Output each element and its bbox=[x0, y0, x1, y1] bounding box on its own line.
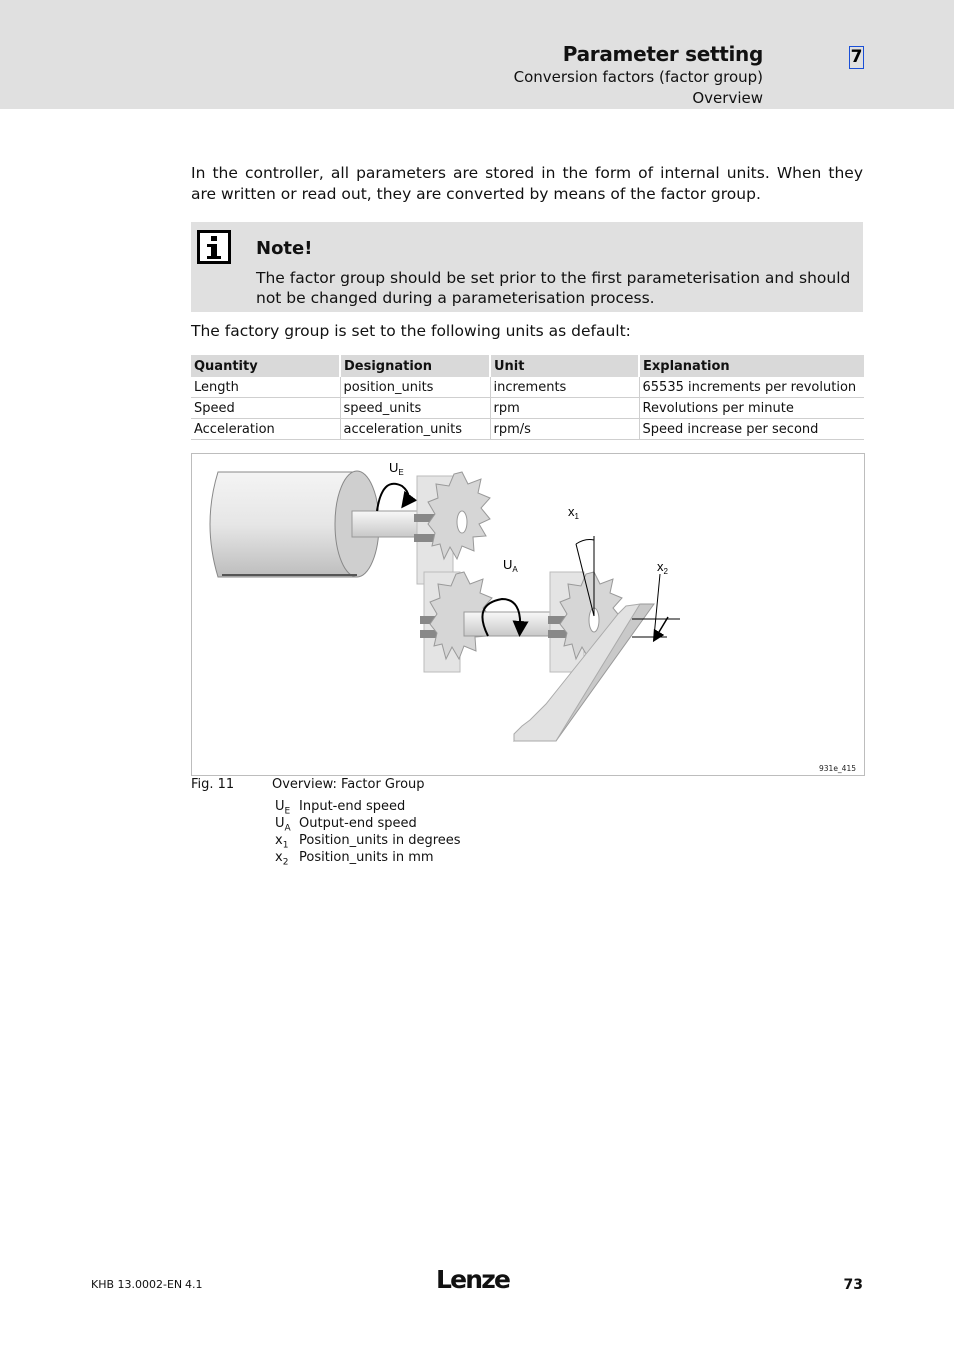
x1-label: $x_1$ bbox=[568, 504, 579, 521]
column-header: Explanation bbox=[639, 355, 864, 377]
figure-caption: Overview: Factor Group bbox=[272, 777, 425, 792]
table-cell: position_units bbox=[340, 377, 490, 398]
document-id: KHB 13.0002-EN bbox=[91, 1278, 183, 1291]
column-header: Designation bbox=[340, 355, 490, 377]
legend-description: Position_units in mm bbox=[299, 850, 434, 865]
table-cell: Speed bbox=[191, 398, 340, 419]
column-header: Unit bbox=[490, 355, 639, 377]
ue-label: $U_E$ bbox=[389, 460, 404, 477]
input-rotation-arrow bbox=[377, 484, 408, 511]
table-row bbox=[191, 398, 864, 419]
subsection-subtitle: Overview bbox=[692, 89, 763, 107]
page-title: Parameter setting bbox=[562, 42, 763, 66]
table-row bbox=[191, 377, 864, 398]
chapter-badge[interactable]: 7 bbox=[850, 47, 863, 67]
units-table bbox=[191, 355, 864, 440]
table-lead-text: The factory group is set to the following units as default: bbox=[191, 322, 631, 340]
table-cell: increments bbox=[490, 377, 639, 398]
legend-symbol: $U_A$ bbox=[275, 816, 291, 834]
figure-number: Fig. 11 bbox=[191, 777, 235, 792]
page-number: 73 bbox=[843, 1277, 863, 1293]
legend-symbol: $x_1$ bbox=[275, 833, 289, 851]
legend-symbol: $x_2$ bbox=[275, 850, 289, 868]
lenze-logo: Lenze bbox=[436, 1265, 510, 1294]
input-gear bbox=[414, 472, 490, 584]
info-icon bbox=[197, 230, 231, 264]
legend-description: Input-end speed bbox=[299, 799, 406, 814]
table-cell: Length bbox=[191, 377, 340, 398]
table-cell: rpm/s bbox=[490, 419, 639, 440]
note-box bbox=[191, 222, 863, 312]
table-cell: Acceleration bbox=[191, 419, 340, 440]
document-version: 4.1 bbox=[185, 1278, 203, 1291]
legend-description: Output-end speed bbox=[299, 816, 417, 831]
legend-description: Position_units in degrees bbox=[299, 833, 461, 848]
table-cell: 65535 increments per revolution bbox=[639, 377, 864, 398]
ua-label: $U_A$ bbox=[503, 557, 518, 574]
note-text: The factor group should be set prior to the first parameterisation and should not be changed during a parameterisation process. bbox=[256, 269, 851, 307]
x2-label: $x_2$ bbox=[657, 559, 668, 576]
factor-group-figure bbox=[191, 453, 865, 776]
table-cell: rpm bbox=[490, 398, 639, 419]
table-cell: acceleration_units bbox=[340, 419, 490, 440]
header-band bbox=[0, 0, 954, 109]
legend-symbol: $U_E$ bbox=[275, 799, 291, 817]
table-row bbox=[191, 419, 864, 440]
section-subtitle: Conversion factors (factor group) bbox=[513, 68, 763, 86]
intro-paragraph: In the controller, all parameters are stored in the form of internal units. When they are written or read out, they are converted by means of the factor group. bbox=[191, 164, 863, 203]
table-cell: Revolutions per minute bbox=[639, 398, 864, 419]
output-shaft bbox=[464, 612, 560, 636]
table-cell: Speed increase per second bbox=[639, 419, 864, 440]
figure-code: 931e_415 bbox=[819, 764, 856, 773]
note-title: Note! bbox=[256, 238, 313, 259]
column-header: Quantity bbox=[191, 355, 340, 377]
table-cell: speed_units bbox=[340, 398, 490, 419]
table-header-row bbox=[191, 355, 864, 377]
gear-drive-diagram bbox=[192, 454, 864, 775]
